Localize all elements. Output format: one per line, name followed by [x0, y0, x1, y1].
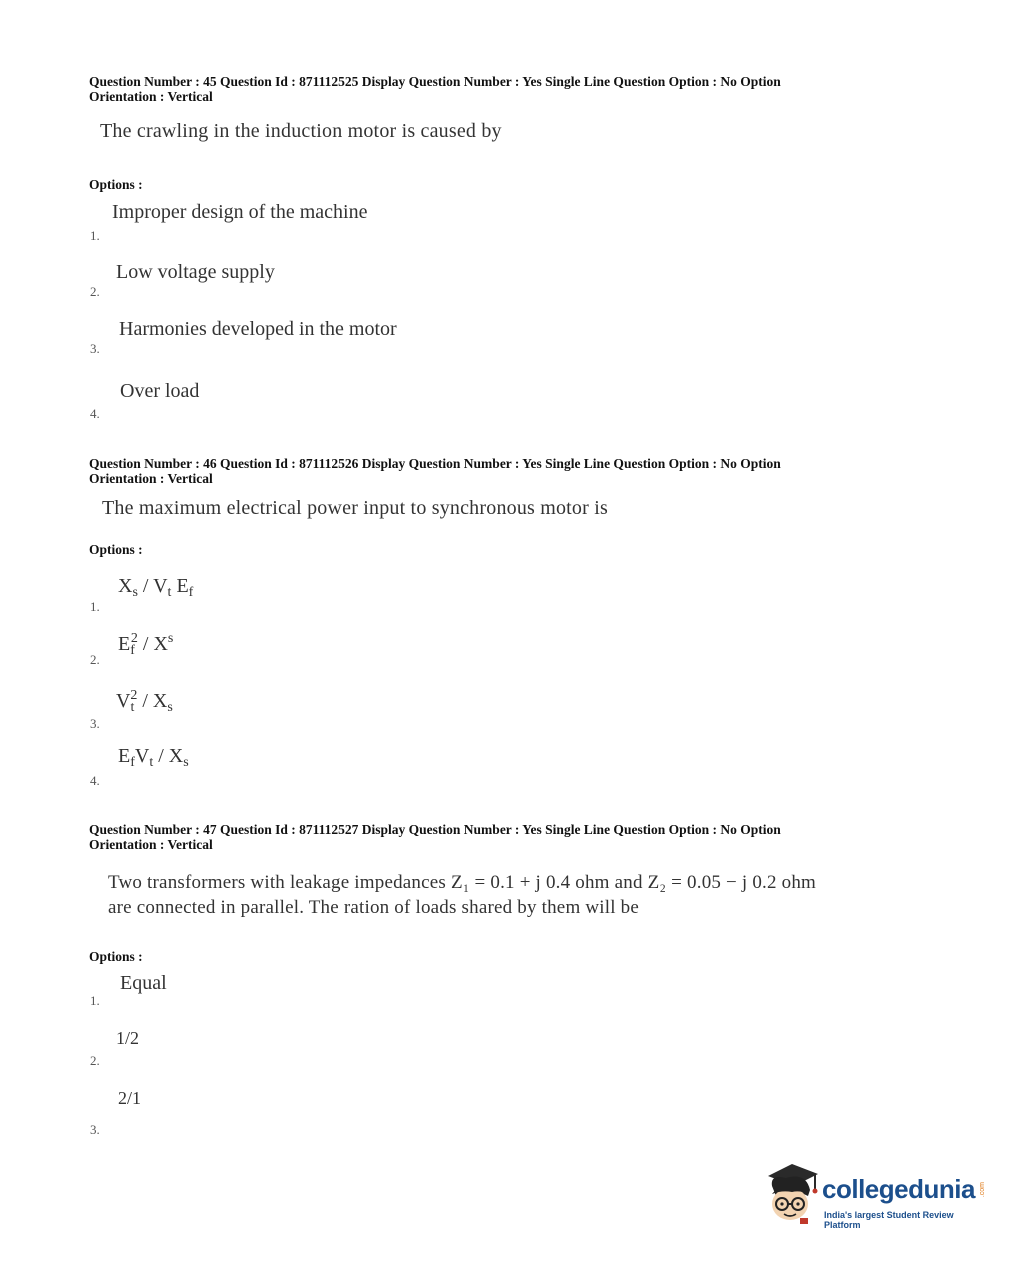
question-47-options-label: Options :	[89, 949, 143, 964]
question-45-option-4-number: 4.	[90, 406, 100, 421]
question-47-option-2-text: 1/2	[116, 1028, 140, 1048]
question-45-option-2-text: Low voltage supply	[116, 261, 275, 283]
question-47-option-3-number: 3.	[90, 1122, 100, 1137]
question-46-option-4-number: 4.	[90, 773, 100, 788]
question-46-text: The maximum electrical power input to synchronous motor is	[102, 497, 608, 519]
question-45-option-2-number: 2.	[90, 284, 100, 299]
question-46-option-3-number: 3.	[90, 716, 100, 731]
logo-tagline: India's largest Student Review Platform	[824, 1210, 954, 1230]
question-46-option-2-formula: $E_f^2 / X^s$	[118, 631, 174, 658]
question-47-text-line-2: are connected in parallel. The ration of loads shared by them will be	[108, 897, 640, 918]
question-45-option-3-text: Harmonies developed in the motor	[119, 318, 397, 340]
question-47-text-line-1: Two transformers with leakage impedances Z₁ = 0.1 + j 0.4 ohm and Z₂ = 0.05 − j 0.2 ohm	[108, 872, 817, 893]
question-47-option-1-text: Equal	[120, 972, 167, 994]
question-47-option-3-text: 2/1	[118, 1088, 142, 1108]
question-46-option-1-formula: $X_s / V_t$ $E_f$	[118, 575, 194, 600]
question-45-options-label: Options :	[89, 177, 143, 192]
collegedunia-logo	[762, 1160, 992, 1232]
mascot-icon	[762, 1160, 824, 1232]
question-45-meta: Question Number : 45 Question Id : 871112525 Display Question Number : Yes Single Line Question Option : No Option Orientation : Vertical	[89, 74, 781, 104]
question-45-option-4-text: Over load	[120, 380, 200, 402]
logo-wordmark: collegedunia	[822, 1174, 975, 1204]
logo-dotcom: .com	[979, 1182, 986, 1198]
question-45-option-1-number: 1.	[90, 228, 100, 243]
question-45-option-1-text: Improper design of the machine	[112, 201, 368, 223]
question-47-option-1-number: 1.	[90, 993, 100, 1008]
question-45-option-3-number: 3.	[90, 341, 100, 356]
question-46-option-4-formula: $E_fV_t / X_s$	[118, 745, 189, 770]
question-47-meta: Question Number : 47 Question Id : 871112527 Display Question Number : Yes Single Line Question Option : No Option Orientation : Vertical	[89, 822, 781, 852]
question-46-options-label: Options :	[89, 542, 143, 557]
question-46-meta: Question Number : 46 Question Id : 871112526 Display Question Number : Yes Single Line Question Option : No Option Orientation : Vertical	[89, 456, 781, 486]
question-46-option-2-number: 2.	[90, 652, 100, 667]
question-46-option-1-number: 1.	[90, 599, 100, 614]
question-47-option-2-number: 2.	[90, 1053, 100, 1068]
question-46-option-3-formula: $V_t^2 / X_s$	[116, 688, 173, 715]
question-45-text: The crawling in the induction motor is caused by	[100, 120, 502, 142]
